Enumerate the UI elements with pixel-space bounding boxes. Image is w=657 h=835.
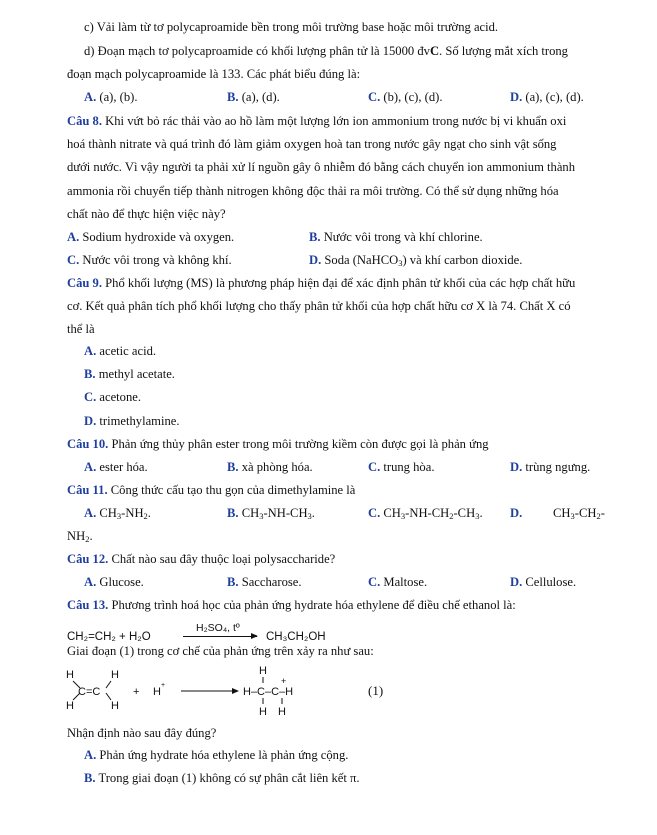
ethylene-h-bottom-left: H <box>66 700 74 712</box>
q8-line-1: Câu 8. Khi vứt bỏ rác thải vào ao hồ làm một lượng lớn ion ammonium trong nước bị vi khuẩn oxi <box>67 114 567 128</box>
q12-option-d: D. Cellulose. <box>510 575 577 589</box>
q11-option-b: B. $CH_3-NH-CH_3$. <box>227 506 315 521</box>
intro-option-b: B. (a), (d). <box>227 90 280 104</box>
q9-number: Câu 9. <box>67 276 102 290</box>
stage-label: (1) <box>368 683 384 698</box>
q8-line-3: dưới nước. Vì vậy người ta phải xử lí nguồn gây ô nhiễm đó bằng cách chuyển ion ammonium thành <box>67 160 576 174</box>
q8-line-5: chất nào để thực hiện việc này? <box>67 207 226 221</box>
q9-line-2: cơ. Kết quả phân tích phổ khối lượng cho thấy phân tử khối của hợp chất hữu cơ X là 74. Chất X có <box>67 299 571 313</box>
q12-option-a: A. Glucose. <box>84 575 144 589</box>
intro-option-d: D. (a), (c), (d). <box>510 90 584 104</box>
cation-h-bottom-1: H <box>259 706 267 718</box>
intro-option-c: C. (b), (c), (d). <box>368 90 443 104</box>
q8-option-b: B. Nước vôi trong và khí chlorine. <box>309 230 483 244</box>
q12-option-b: B. Saccharose. <box>227 575 302 589</box>
q8-number: Câu 8. <box>67 114 102 128</box>
mechanism-arrowhead <box>232 688 239 694</box>
q9-option-a: A. acetic acid. <box>84 344 157 358</box>
statement-d-line2: đoạn mạch polycaproamide là 133. Các phát biểu đúng là: <box>67 67 361 81</box>
q10-option-a: A. ester hóa. <box>84 460 148 474</box>
q13-line: Câu 13. Phương trình hoá học của phản ứng hydrate hóa ethylene để điều chế ethanol là: <box>67 598 516 612</box>
q8-option-d: D. Soda (NaHCO$_3$) và khí carbon dioxide. <box>309 253 523 268</box>
cation-chain: H–C–C–H <box>243 686 294 698</box>
cation-h-bottom-2: H <box>278 706 286 718</box>
q11-option-a: A. $CH_3-NH_2$. <box>84 506 151 521</box>
q13-question: Nhận định nào sau đây đúng? <box>67 726 217 740</box>
equation-conditions: H₂SO₄, tº <box>196 622 240 634</box>
q8-option-c: C. Nước vôi trong và không khí. <box>67 253 232 267</box>
statement-d-line1: d) Đoạn mạch tơ polycaproamide có khối lượng phân tử là 15000 đvC. Số lượng mắt xích trong <box>84 44 568 58</box>
q13-number: Câu 13. <box>67 598 109 612</box>
q10-number: Câu 10. <box>67 437 109 451</box>
q11-number: Câu 11. <box>67 483 108 497</box>
q10-option-c: C. trung hòa. <box>368 460 435 474</box>
q9-option-b: B. methyl acetate. <box>84 367 175 381</box>
q8-line-2: hoá thành nitrate và quá trình đó làm giảm oxygen hoà tan trong nước gây ngạt cho sinh vật sống <box>67 137 557 151</box>
q11-line: Câu 11. Công thức cấu tạo thu gọn của dimethylamine là <box>67 483 356 497</box>
equation-product: CH₃CH₂OH <box>266 631 326 643</box>
bond-br <box>106 693 111 700</box>
q11-option-d-label: D. <box>510 506 523 520</box>
ethylene-h-top-left: H <box>66 669 74 681</box>
q8-line-4: ammonia rồi chuyển tiếp thành nitrogen không độc thải ra môi trường. Có thể sử dụng những hóa <box>67 184 559 198</box>
q12-number: Câu 12. <box>67 552 109 566</box>
equation-reactants: CH₂=CH₂ + H₂O <box>67 631 151 643</box>
proton-h: H <box>153 686 161 698</box>
q9-line-3: thể là <box>67 322 95 336</box>
cation-charge: + <box>281 676 287 686</box>
q8-option-a: A. Sodium hydroxide và oxygen. <box>67 230 235 244</box>
plus-sign: + <box>133 686 140 698</box>
q9-option-c: C. acetone. <box>84 390 141 404</box>
q9-line-1: Câu 9. Phổ khối lượng (MS) là phương pháp hiện đại để xác định phân tử khối của các hợp chất hữu <box>67 276 576 290</box>
q10-line: Câu 10. Phản ứng thủy phân ester trong môi trường kiềm còn được gọi là phản ứng <box>67 437 489 451</box>
mechanism-diagram <box>60 662 420 726</box>
q12-line: Câu 12. Chất nào sau đây thuộc loại polysaccharide? <box>67 552 336 566</box>
ethylene-h-top-right: H <box>111 669 119 681</box>
bond-tr <box>106 681 111 688</box>
stage-description: Giai đoạn (1) trong cơ chế của phản ứng trên xảy ra như sau: <box>67 644 374 658</box>
q13-option-b: B. Trong giai đoạn (1) không có sự phân cắt liên kết π. <box>84 771 360 785</box>
q10-option-b: B. xà phòng hóa. <box>227 460 313 474</box>
ethylene-h-bottom-right: H <box>111 700 119 712</box>
q10-option-d: D. trùng ngưng. <box>510 460 591 474</box>
intro-option-a: A. (a), (b). <box>84 90 138 104</box>
ethylene-core: C=C <box>78 686 101 698</box>
q13-option-a: A. Phản ứng hydrate hóa ethylene là phản ứng cộng. <box>84 748 349 762</box>
q11-option-d-cont: $NH_2$. <box>67 529 93 544</box>
statement-c: c) Vải làm từ tơ polycaproamide bền trong môi trường base hoặc môi trường acid. <box>84 20 499 34</box>
q12-option-c: C. Maltose. <box>368 575 428 589</box>
proton-charge: + <box>161 682 166 689</box>
equation-arrow <box>183 636 257 637</box>
q11-option-d: $CH_3-CH_2-$ <box>553 506 605 521</box>
q11-option-c: C. $CH_3-NH-CH_2-CH_3$. <box>368 506 483 521</box>
q9-option-d: D. trimethylamine. <box>84 414 180 428</box>
cation-h-top: H <box>259 665 267 677</box>
